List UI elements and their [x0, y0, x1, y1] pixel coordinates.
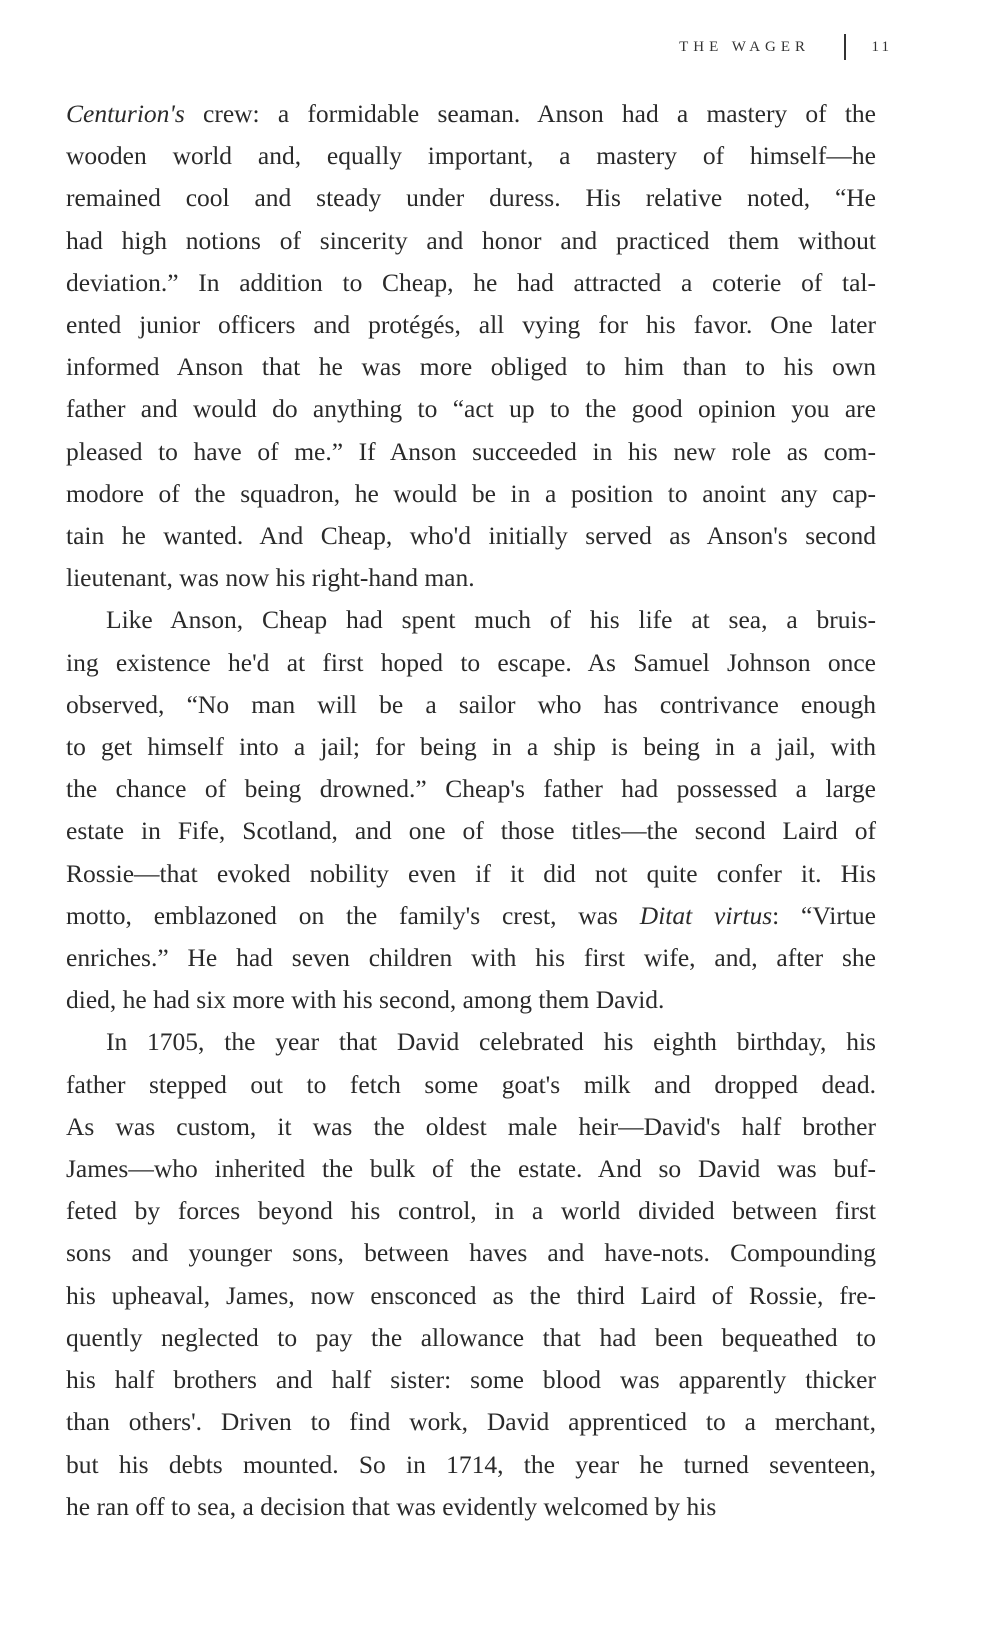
header-divider — [844, 34, 846, 60]
text-line: In 1705, the year that David celebrated his eighth birthday, his — [106, 1027, 876, 1057]
page-number: 11 — [871, 38, 892, 55]
text-line: Like Anson, Cheap had spent much of his life at sea, a bruis- — [106, 605, 876, 635]
text-line: his upheaval, James, now ensconced as the third Laird of Rossie, fre- — [66, 1280, 876, 1310]
text-line: Rossie—that evoked nobility even if it did not quite confer it. His — [66, 858, 876, 888]
text-line: quently neglected to pay the allowance that had been bequeathed to — [66, 1322, 876, 1352]
paragraph — [66, 93, 876, 599]
text-line: to get himself into a jail; for being in a ship is being in a jail, with — [66, 732, 876, 762]
italic-text: Ditat virtus — [639, 900, 773, 930]
text-line: wooden world and, equally important, a mastery of himself—he — [66, 141, 876, 171]
text-line: lieutenant, was now his right-hand man. — [66, 563, 475, 593]
text-line: enriches.” He had seven children with his first wife, and, after she — [66, 943, 876, 973]
text-line: he ran off to sea, a decision that was evidently welcomed by his — [66, 1491, 717, 1521]
text-line: tain he wanted. And Cheap, who'd initially served as Anson's second — [66, 521, 876, 551]
text-line: ented junior officers and protégés, all vying for his favor. One later — [66, 310, 876, 340]
text-line: than others'. Driven to find work, David apprenticed to a merchant, — [66, 1407, 876, 1437]
text-line: sons and younger sons, between haves and have-nots. Compounding — [66, 1238, 876, 1268]
text-line: died, he had six more with his second, among them David. — [66, 985, 665, 1015]
text-line: Centurion's crew: a formidable seaman. Anson had a mastery of the — [66, 99, 876, 128]
text-line: James—who inherited the bulk of the estate. And so David was buf- — [66, 1154, 876, 1184]
text-line: remained cool and steady under duress. His relative noted, “He — [66, 183, 876, 213]
text-line: pleased to have of me.” If Anson succeeded in his new role as com- — [66, 436, 876, 466]
paragraph — [66, 1021, 876, 1527]
text-line: observed, “No man will be a sailor who has contrivance enough — [66, 689, 876, 719]
text-line: informed Anson that he was more obliged to him than to his own — [66, 352, 876, 382]
running-header — [0, 34, 892, 60]
running-title: THE WAGER — [679, 38, 811, 55]
text-line: father stepped out to fetch some goat's milk and dropped dead. — [66, 1069, 876, 1099]
text-line: feted by forces beyond his control, in a world divided between first — [66, 1196, 876, 1226]
text-line: estate in Fife, Scotland, and one of those titles—the second Laird of — [66, 816, 876, 846]
paragraph — [66, 599, 876, 1021]
text-line: father and would do anything to “act up to the good opinion you are — [66, 394, 876, 424]
text-line: the chance of being drowned.” Cheap's father had possessed a large — [66, 774, 876, 804]
text-line: As was custom, it was the oldest male heir—David's half brother — [66, 1111, 876, 1141]
text-line: deviation.” In addition to Cheap, he had attracted a coterie of tal- — [66, 267, 876, 297]
body-text — [66, 93, 876, 1528]
text-line: but his debts mounted. So in 1714, the year he turned seventeen, — [66, 1449, 876, 1479]
text-line: his half brothers and half sister: some blood was apparently thicker — [66, 1365, 876, 1395]
text-line: ing existence he'd at first hoped to escape. As Samuel Johnson once — [66, 647, 876, 677]
text-line: motto, emblazoned on the family's crest, was Ditat virtus: “Virtue — [66, 900, 876, 930]
text-line: had high notions of sincerity and honor and practiced them without — [66, 225, 876, 255]
text-line: modore of the squadron, he would be in a position to anoint any cap- — [66, 478, 876, 508]
italic-text: Centurion's — [66, 99, 185, 128]
